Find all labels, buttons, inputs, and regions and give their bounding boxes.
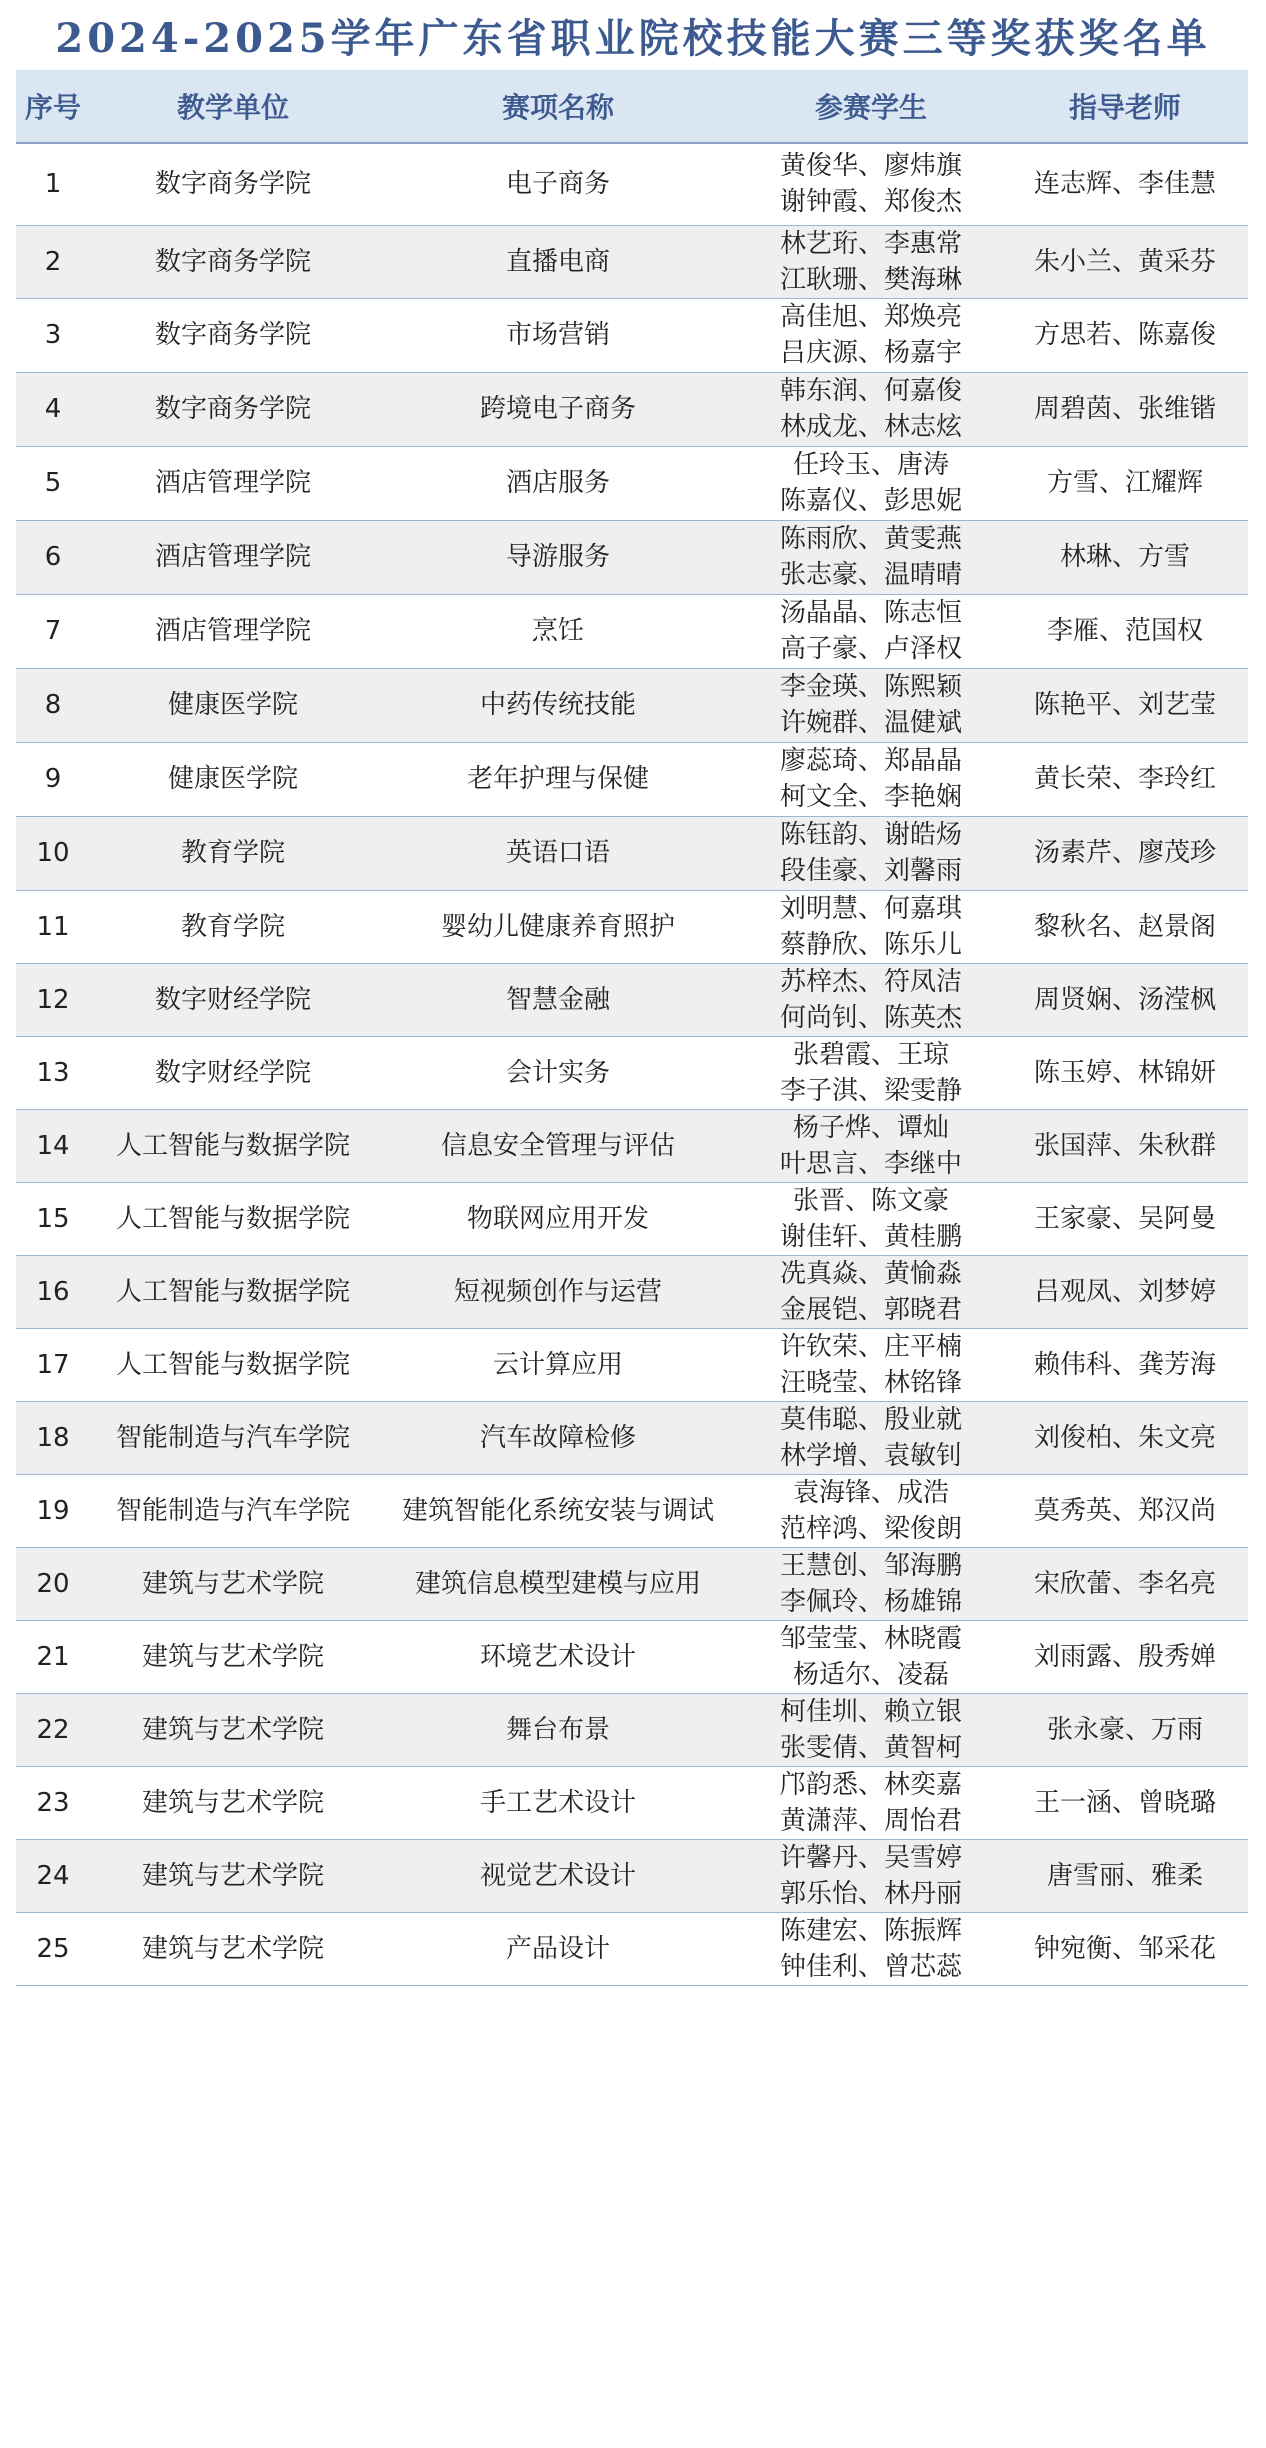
cell-no: 25 <box>16 1912 90 1985</box>
cell-unit: 建筑与艺术学院 <box>90 1547 376 1620</box>
cell-event: 婴幼儿健康养育照护 <box>376 890 740 963</box>
table-row <box>16 1620 1248 1693</box>
student-line: 汤晶晶、陈志恒 <box>779 598 962 628</box>
cell-no: 5 <box>16 446 90 520</box>
cell-event: 产品设计 <box>376 1912 740 1985</box>
cell-no: 13 <box>16 1036 90 1109</box>
student-line: 吕庆源、杨嘉宇 <box>779 338 962 368</box>
cell-students <box>740 890 1002 963</box>
student-line: 郭乐怡、林丹丽 <box>779 1878 962 1909</box>
cell-event: 短视频创作与运营 <box>376 1255 740 1328</box>
cell-students <box>740 225 1002 298</box>
cell-students <box>740 668 1002 742</box>
cell-unit: 数字商务学院 <box>90 298 376 372</box>
table-row <box>16 1839 1248 1912</box>
table-row <box>16 1474 1248 1547</box>
cell-teachers: 周贤娴、汤滢枫 <box>1002 963 1248 1036</box>
cell-teachers: 吕观凤、刘梦婷 <box>1002 1255 1248 1328</box>
cell-students <box>740 446 1002 520</box>
cell-unit: 数字财经学院 <box>90 1036 376 1109</box>
cell-no: 21 <box>16 1620 90 1693</box>
cell-teachers: 连志辉、李佳慧 <box>1002 143 1248 225</box>
cell-unit: 建筑与艺术学院 <box>90 1693 376 1766</box>
table-row <box>16 298 1248 372</box>
cell-unit: 酒店管理学院 <box>90 446 376 520</box>
cell-students <box>740 1766 1002 1839</box>
cell-teachers: 黎秋名、赵景阁 <box>1002 890 1248 963</box>
student-line: 杨子烨、谭灿 <box>792 1112 949 1143</box>
cell-teachers: 林琳、方雪 <box>1002 520 1248 594</box>
student-line: 钟佳利、曾芯蕊 <box>779 1951 962 1982</box>
cell-students <box>740 1912 1002 1985</box>
cell-no: 7 <box>16 594 90 668</box>
student-line: 李佩玲、杨雄锦 <box>779 1586 962 1617</box>
cell-no: 12 <box>16 963 90 1036</box>
table-row <box>16 1109 1248 1182</box>
student-line: 陈雨欣、黄雯燕 <box>779 524 962 554</box>
cell-event: 视觉艺术设计 <box>376 1839 740 1912</box>
cell-students <box>740 143 1002 225</box>
table-row <box>16 890 1248 963</box>
cell-students <box>740 1693 1002 1766</box>
cell-event: 环境艺术设计 <box>376 1620 740 1693</box>
cell-teachers: 汤素芹、廖茂珍 <box>1002 816 1248 890</box>
cell-teachers: 方思若、陈嘉俊 <box>1002 298 1248 372</box>
cell-event: 中药传统技能 <box>376 668 740 742</box>
student-line: 李子淇、梁雯静 <box>779 1075 962 1106</box>
student-line: 谢钟霞、郑俊杰 <box>779 187 962 218</box>
cell-teachers: 周碧茵、张维锴 <box>1002 372 1248 446</box>
cell-event: 市场营销 <box>376 298 740 372</box>
cell-event: 物联网应用开发 <box>376 1182 740 1255</box>
cell-students <box>740 963 1002 1036</box>
student-line: 刘明慧、何嘉琪 <box>779 893 962 924</box>
cell-teachers: 钟宛衡、邹采花 <box>1002 1912 1248 1985</box>
cell-no: 24 <box>16 1839 90 1912</box>
cell-no: 9 <box>16 742 90 816</box>
cell-students <box>740 1182 1002 1255</box>
student-line: 邹莹莹、林晓霞 <box>779 1623 962 1654</box>
cell-students <box>740 1109 1002 1182</box>
cell-event: 电子商务 <box>376 143 740 225</box>
student-line: 柯佳圳、赖立银 <box>779 1696 962 1727</box>
cell-event: 建筑信息模型建模与应用 <box>376 1547 740 1620</box>
cell-unit: 酒店管理学院 <box>90 594 376 668</box>
cell-students <box>740 520 1002 594</box>
cell-students <box>740 1474 1002 1547</box>
table-row <box>16 816 1248 890</box>
cell-students <box>740 372 1002 446</box>
student-line: 邝韵悉、林奕嘉 <box>779 1769 962 1800</box>
cell-teachers: 赖伟科、龚芳海 <box>1002 1328 1248 1401</box>
cell-event: 建筑智能化系统安装与调试 <box>376 1474 740 1547</box>
cell-event: 跨境电子商务 <box>376 372 740 446</box>
cell-unit: 教育学院 <box>90 890 376 963</box>
student-line: 高佳旭、郑焕亮 <box>779 302 962 332</box>
cell-no: 17 <box>16 1328 90 1401</box>
table-row <box>16 1766 1248 1839</box>
cell-no: 10 <box>16 816 90 890</box>
cell-event: 汽车故障检修 <box>376 1401 740 1474</box>
cell-unit: 智能制造与汽车学院 <box>90 1474 376 1547</box>
student-line: 汪晓莹、林铭锋 <box>779 1367 962 1398</box>
student-line: 陈建宏、陈振辉 <box>779 1915 962 1946</box>
cell-unit: 数字商务学院 <box>90 225 376 298</box>
table-row <box>16 668 1248 742</box>
table-row <box>16 143 1248 225</box>
cell-no: 11 <box>16 890 90 963</box>
student-line: 苏梓杰、符凤洁 <box>779 966 962 997</box>
table-row <box>16 594 1248 668</box>
cell-students <box>740 594 1002 668</box>
cell-event: 舞台布景 <box>376 1693 740 1766</box>
cell-teachers: 朱小兰、黄采芬 <box>1002 225 1248 298</box>
cell-event: 直播电商 <box>376 225 740 298</box>
table-row <box>16 742 1248 816</box>
student-line: 任玲玉、唐涛 <box>792 450 949 480</box>
student-line: 袁海锋、成浩 <box>792 1477 949 1508</box>
cell-students <box>740 1547 1002 1620</box>
table-row <box>16 1912 1248 1985</box>
cell-no: 19 <box>16 1474 90 1547</box>
cell-unit: 人工智能与数据学院 <box>90 1109 376 1182</box>
cell-students <box>740 1839 1002 1912</box>
cell-unit: 建筑与艺术学院 <box>90 1620 376 1693</box>
table-row <box>16 225 1248 298</box>
header-no: 序号 <box>16 70 90 143</box>
cell-unit: 建筑与艺术学院 <box>90 1766 376 1839</box>
cell-teachers: 唐雪丽、雅柔 <box>1002 1839 1248 1912</box>
cell-no: 23 <box>16 1766 90 1839</box>
header-students: 参赛学生 <box>740 70 1002 143</box>
student-line: 范梓鸿、梁俊朗 <box>779 1513 962 1544</box>
student-line: 冼真焱、黄愉淼 <box>779 1258 962 1289</box>
student-line: 林成龙、林志炫 <box>779 412 962 442</box>
cell-teachers: 李雁、范国权 <box>1002 594 1248 668</box>
cell-unit: 健康医学院 <box>90 668 376 742</box>
cell-teachers: 张永豪、万雨 <box>1002 1693 1248 1766</box>
cell-event: 智慧金融 <box>376 963 740 1036</box>
cell-teachers: 陈玉婷、林锦妍 <box>1002 1036 1248 1109</box>
table-row <box>16 1036 1248 1109</box>
cell-teachers: 王家豪、吴阿曼 <box>1002 1182 1248 1255</box>
cell-no: 20 <box>16 1547 90 1620</box>
student-line: 韩东润、何嘉俊 <box>779 376 962 406</box>
cell-teachers: 陈艳平、刘艺莹 <box>1002 668 1248 742</box>
cell-unit: 建筑与艺术学院 <box>90 1912 376 1985</box>
cell-no: 18 <box>16 1401 90 1474</box>
cell-unit: 酒店管理学院 <box>90 520 376 594</box>
table-row <box>16 520 1248 594</box>
cell-event: 英语口语 <box>376 816 740 890</box>
student-line: 蔡静欣、陈乐儿 <box>779 929 962 960</box>
cell-students <box>740 1620 1002 1693</box>
student-line: 林学增、袁敏钊 <box>779 1440 962 1471</box>
cell-event: 云计算应用 <box>376 1328 740 1401</box>
table-row <box>16 1547 1248 1620</box>
student-line: 张碧霞、王琼 <box>792 1039 949 1070</box>
cell-unit: 健康医学院 <box>90 742 376 816</box>
student-line: 金展铠、郭晓君 <box>779 1294 962 1325</box>
student-line: 廖蕊琦、郑晶晶 <box>779 746 962 776</box>
cell-event: 会计实务 <box>376 1036 740 1109</box>
cell-unit: 建筑与艺术学院 <box>90 1839 376 1912</box>
cell-students <box>740 1036 1002 1109</box>
cell-unit: 人工智能与数据学院 <box>90 1255 376 1328</box>
table-row <box>16 1401 1248 1474</box>
cell-no: 22 <box>16 1693 90 1766</box>
student-line: 张雯倩、黄智柯 <box>779 1732 962 1763</box>
table-body <box>16 143 1248 1985</box>
cell-students <box>740 1328 1002 1401</box>
cell-teachers: 刘俊柏、朱文亮 <box>1002 1401 1248 1474</box>
table-row <box>16 963 1248 1036</box>
cell-event: 手工艺术设计 <box>376 1766 740 1839</box>
cell-students <box>740 742 1002 816</box>
cell-teachers: 王一涵、曾晓璐 <box>1002 1766 1248 1839</box>
student-line: 柯文全、李艳娴 <box>779 782 962 812</box>
header-event: 赛项名称 <box>376 70 740 143</box>
student-line: 许钦荣、庄平楠 <box>779 1331 962 1362</box>
student-line: 高子豪、卢泽权 <box>779 634 962 664</box>
student-line: 陈钰韵、谢皓炀 <box>779 820 962 850</box>
header-teachers: 指导老师 <box>1002 70 1248 143</box>
cell-students <box>740 1255 1002 1328</box>
cell-unit: 数字财经学院 <box>90 963 376 1036</box>
page-title: 2024-2025学年广东省职业院校技能大赛三等奖获奖名单 <box>55 14 1211 62</box>
cell-event: 酒店服务 <box>376 446 740 520</box>
student-line: 林艺珩、李惠常 <box>779 228 962 259</box>
cell-unit: 人工智能与数据学院 <box>90 1328 376 1401</box>
cell-unit: 智能制造与汽车学院 <box>90 1401 376 1474</box>
cell-event: 信息安全管理与评估 <box>376 1109 740 1182</box>
cell-no: 1 <box>16 143 90 225</box>
cell-no: 8 <box>16 668 90 742</box>
student-line: 李金瑛、陈熙颖 <box>779 672 962 702</box>
cell-teachers: 张国萍、朱秋群 <box>1002 1109 1248 1182</box>
student-line: 杨适尔、凌磊 <box>792 1659 949 1690</box>
student-line: 叶思言、李继中 <box>779 1148 962 1179</box>
student-line: 谢佳轩、黄桂鹏 <box>779 1221 962 1252</box>
student-line: 黄俊华、廖炜旗 <box>779 151 962 182</box>
student-line: 张晋、陈文豪 <box>792 1185 949 1216</box>
student-line: 江耿珊、樊海琳 <box>779 264 962 295</box>
cell-unit: 数字商务学院 <box>90 372 376 446</box>
cell-event: 老年护理与保健 <box>376 742 740 816</box>
header-unit: 教学单位 <box>90 70 376 143</box>
student-line: 何尚钊、陈英杰 <box>779 1002 962 1033</box>
cell-students <box>740 1401 1002 1474</box>
cell-unit: 数字商务学院 <box>90 143 376 225</box>
student-line: 王慧创、邹海鹏 <box>779 1550 962 1581</box>
cell-students <box>740 298 1002 372</box>
student-line: 黄潇萍、周怡君 <box>779 1805 962 1836</box>
cell-no: 15 <box>16 1182 90 1255</box>
table-row <box>16 1182 1248 1255</box>
table-row <box>16 446 1248 520</box>
cell-no: 6 <box>16 520 90 594</box>
cell-no: 2 <box>16 225 90 298</box>
cell-teachers: 宋欣蕾、李名亮 <box>1002 1547 1248 1620</box>
table-row <box>16 1328 1248 1401</box>
cell-students <box>740 816 1002 890</box>
cell-teachers: 黄长荣、李玲红 <box>1002 742 1248 816</box>
cell-teachers: 方雪、江耀辉 <box>1002 446 1248 520</box>
cell-teachers: 刘雨露、殷秀婵 <box>1002 1620 1248 1693</box>
cell-unit: 教育学院 <box>90 816 376 890</box>
student-line: 段佳豪、刘馨雨 <box>779 856 962 886</box>
cell-event: 烹饪 <box>376 594 740 668</box>
cell-no: 3 <box>16 298 90 372</box>
cell-event: 导游服务 <box>376 520 740 594</box>
table-row <box>16 372 1248 446</box>
cell-no: 4 <box>16 372 90 446</box>
student-line: 张志豪、温晴晴 <box>779 560 962 590</box>
student-line: 许馨丹、吴雪婷 <box>779 1842 962 1873</box>
table-header-row <box>16 70 1248 143</box>
cell-unit: 人工智能与数据学院 <box>90 1182 376 1255</box>
award-table <box>16 70 1248 1986</box>
cell-no: 16 <box>16 1255 90 1328</box>
cell-teachers: 莫秀英、郑汉尚 <box>1002 1474 1248 1547</box>
table-row <box>16 1693 1248 1766</box>
student-line: 许婉群、温健斌 <box>779 708 962 738</box>
cell-no: 14 <box>16 1109 90 1182</box>
student-line: 陈嘉仪、彭思妮 <box>779 486 962 516</box>
table-row <box>16 1255 1248 1328</box>
student-line: 莫伟聪、殷业就 <box>779 1404 962 1435</box>
